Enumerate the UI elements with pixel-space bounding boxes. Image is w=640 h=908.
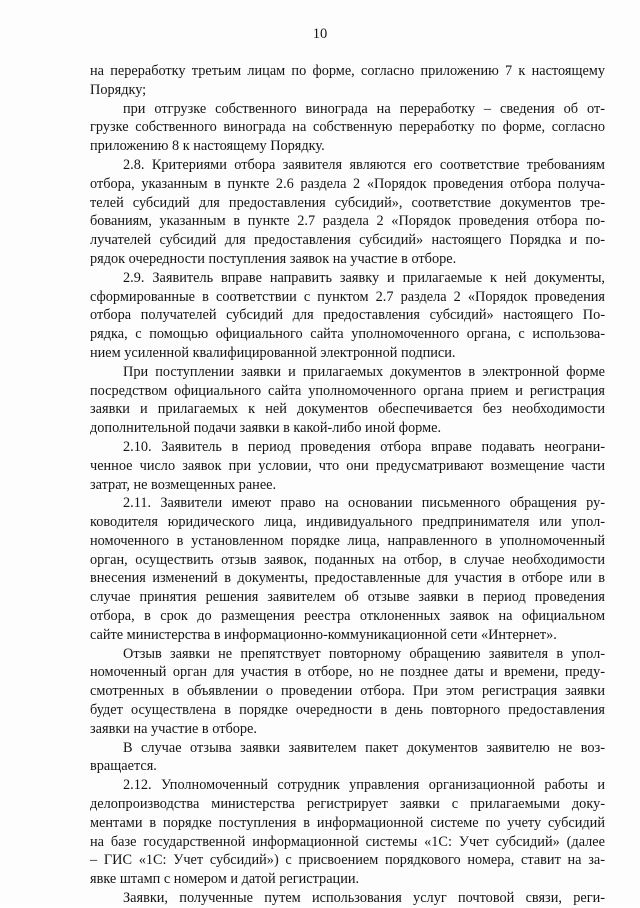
text-line: 2.11. Заявители имеют право на основании письменного обращения ру- <box>123 495 605 511</box>
text-line: ментами в порядке поступления в информационной системе по учету субсидий <box>90 815 605 831</box>
text-line: номоченный орган для участия в отборе, но не позднее даты и времени, преду- <box>90 664 605 680</box>
text-line: явке штамп с номером и датой регистрации. <box>90 871 360 887</box>
text-line: нием усиленной квалифицированной электронной подписи. <box>90 345 456 361</box>
text-line: Заявки, полученные путем использования услуг почтовой связи, реги- <box>123 890 605 906</box>
text-line: на переработку третьим лицам по форме, согласно приложению 7 к настоящему <box>90 63 605 79</box>
text-line: делопроизводства министерства регистрирует заявки с прилагаемыми доку- <box>90 796 605 812</box>
text-line: сайте министерства в информационно-коммуникационной сети «Интернет». <box>90 627 557 643</box>
text-line: при отгрузке собственного винограда на переработку – сведения об от- <box>123 101 605 117</box>
text-line: ченное число заявок при условии, что они предусматривают возмещение части <box>90 458 605 474</box>
text-line: заявки и прилагаемых к ней документов обеспечивается без необходимости <box>90 401 605 417</box>
text-line: Отзыв заявки не препятствует повторному обращению заявителя в упол- <box>123 646 605 662</box>
text-line: на базе государственной информационной системы «1С: Учет субсидий» (далее <box>90 834 605 850</box>
text-line: приложению 8 к настоящему Порядку. <box>90 138 325 154</box>
text-line: рядка, с помощью официального сайта уполномоченного органа, с использова- <box>90 326 605 342</box>
text-line: рядок очередности поступления заявок на участие в отборе. <box>90 251 457 267</box>
text-line: 2.12. Уполномоченный сотрудник управления организационной работы и <box>123 777 605 793</box>
text-line: дополнительной подачи заявки в какой-либо иной форме. <box>90 420 442 436</box>
text-line: смотренных в объявлении о проведении отбора. При этом регистрация заявки <box>90 683 605 699</box>
text-line: заявки на участие в отборе. <box>90 721 257 737</box>
text-line: 2.8. Критериями отбора заявителя являются его соответствие требованиям <box>123 157 605 173</box>
text-line: отбора получателей субсидий для предоставления субсидий» настоящего По- <box>90 307 605 323</box>
text-line: затрат, не возмещенных ранее. <box>90 477 277 493</box>
text-line: Порядку; <box>90 82 147 98</box>
text-line: 2.9. Заявитель вправе направить заявку и прилагаемые к ней документы, <box>123 270 605 286</box>
text-line: отбора, указанным в пункте 2.6 раздела 2 «Порядок проведения отбора получа- <box>90 176 605 192</box>
text-line: отбора, в срок до размещения реестра отклоненных заявок на официальном <box>90 608 605 624</box>
page-number: 10 <box>312 26 328 42</box>
text-line: грузке собственного винограда на собственную переработку по форме, согласно <box>90 119 605 135</box>
text-line: будет осуществлена в порядке очередности в день повторного предоставления <box>90 702 605 718</box>
text-line: сформированные в соответствии с пунктом 2.7 раздела 2 «Порядок проведения <box>90 289 605 305</box>
text-line: бованиям, указанным в пункте 2.7 раздела 2 «Порядок проведения отбора по- <box>90 213 605 229</box>
text-line: 2.10. Заявитель в период проведения отбора вправе подавать неограни- <box>123 439 605 455</box>
text-line: В случае отзыва заявки заявителем пакет документов заявителю не воз- <box>123 740 605 756</box>
text-line: телей субсидий для предоставления субсидий», соответствие документов тре- <box>90 195 605 211</box>
text-line: вращается. <box>90 758 157 774</box>
text-line: При поступлении заявки и прилагаемых документов в электронной форме <box>123 364 605 380</box>
text-line: внесения изменений в документы, предоставленные для участия в отборе или в <box>90 570 605 586</box>
text-line: ководителя юридического лица, индивидуального предпринимателя или упол- <box>90 514 605 530</box>
text-line: – ГИС «1С: Учет субсидий») с присвоением порядкового номера, ставит на за- <box>90 852 605 868</box>
text-line: орган, осуществить отзыв заявок, поданных на отбор, в случае необходимости <box>90 552 605 568</box>
text-line: посредством официального сайта уполномоченного органа прием и регистрация <box>90 383 605 399</box>
text-line: номоченного в установленном порядке лица, направленного в уполномоченный <box>90 533 605 549</box>
text-line: случае принятия решения заявителем об отзыве заявки в период проведения <box>90 589 605 605</box>
text-line: лучателей субсидий для предоставления субсидий» настоящего Порядка и по- <box>90 232 605 248</box>
